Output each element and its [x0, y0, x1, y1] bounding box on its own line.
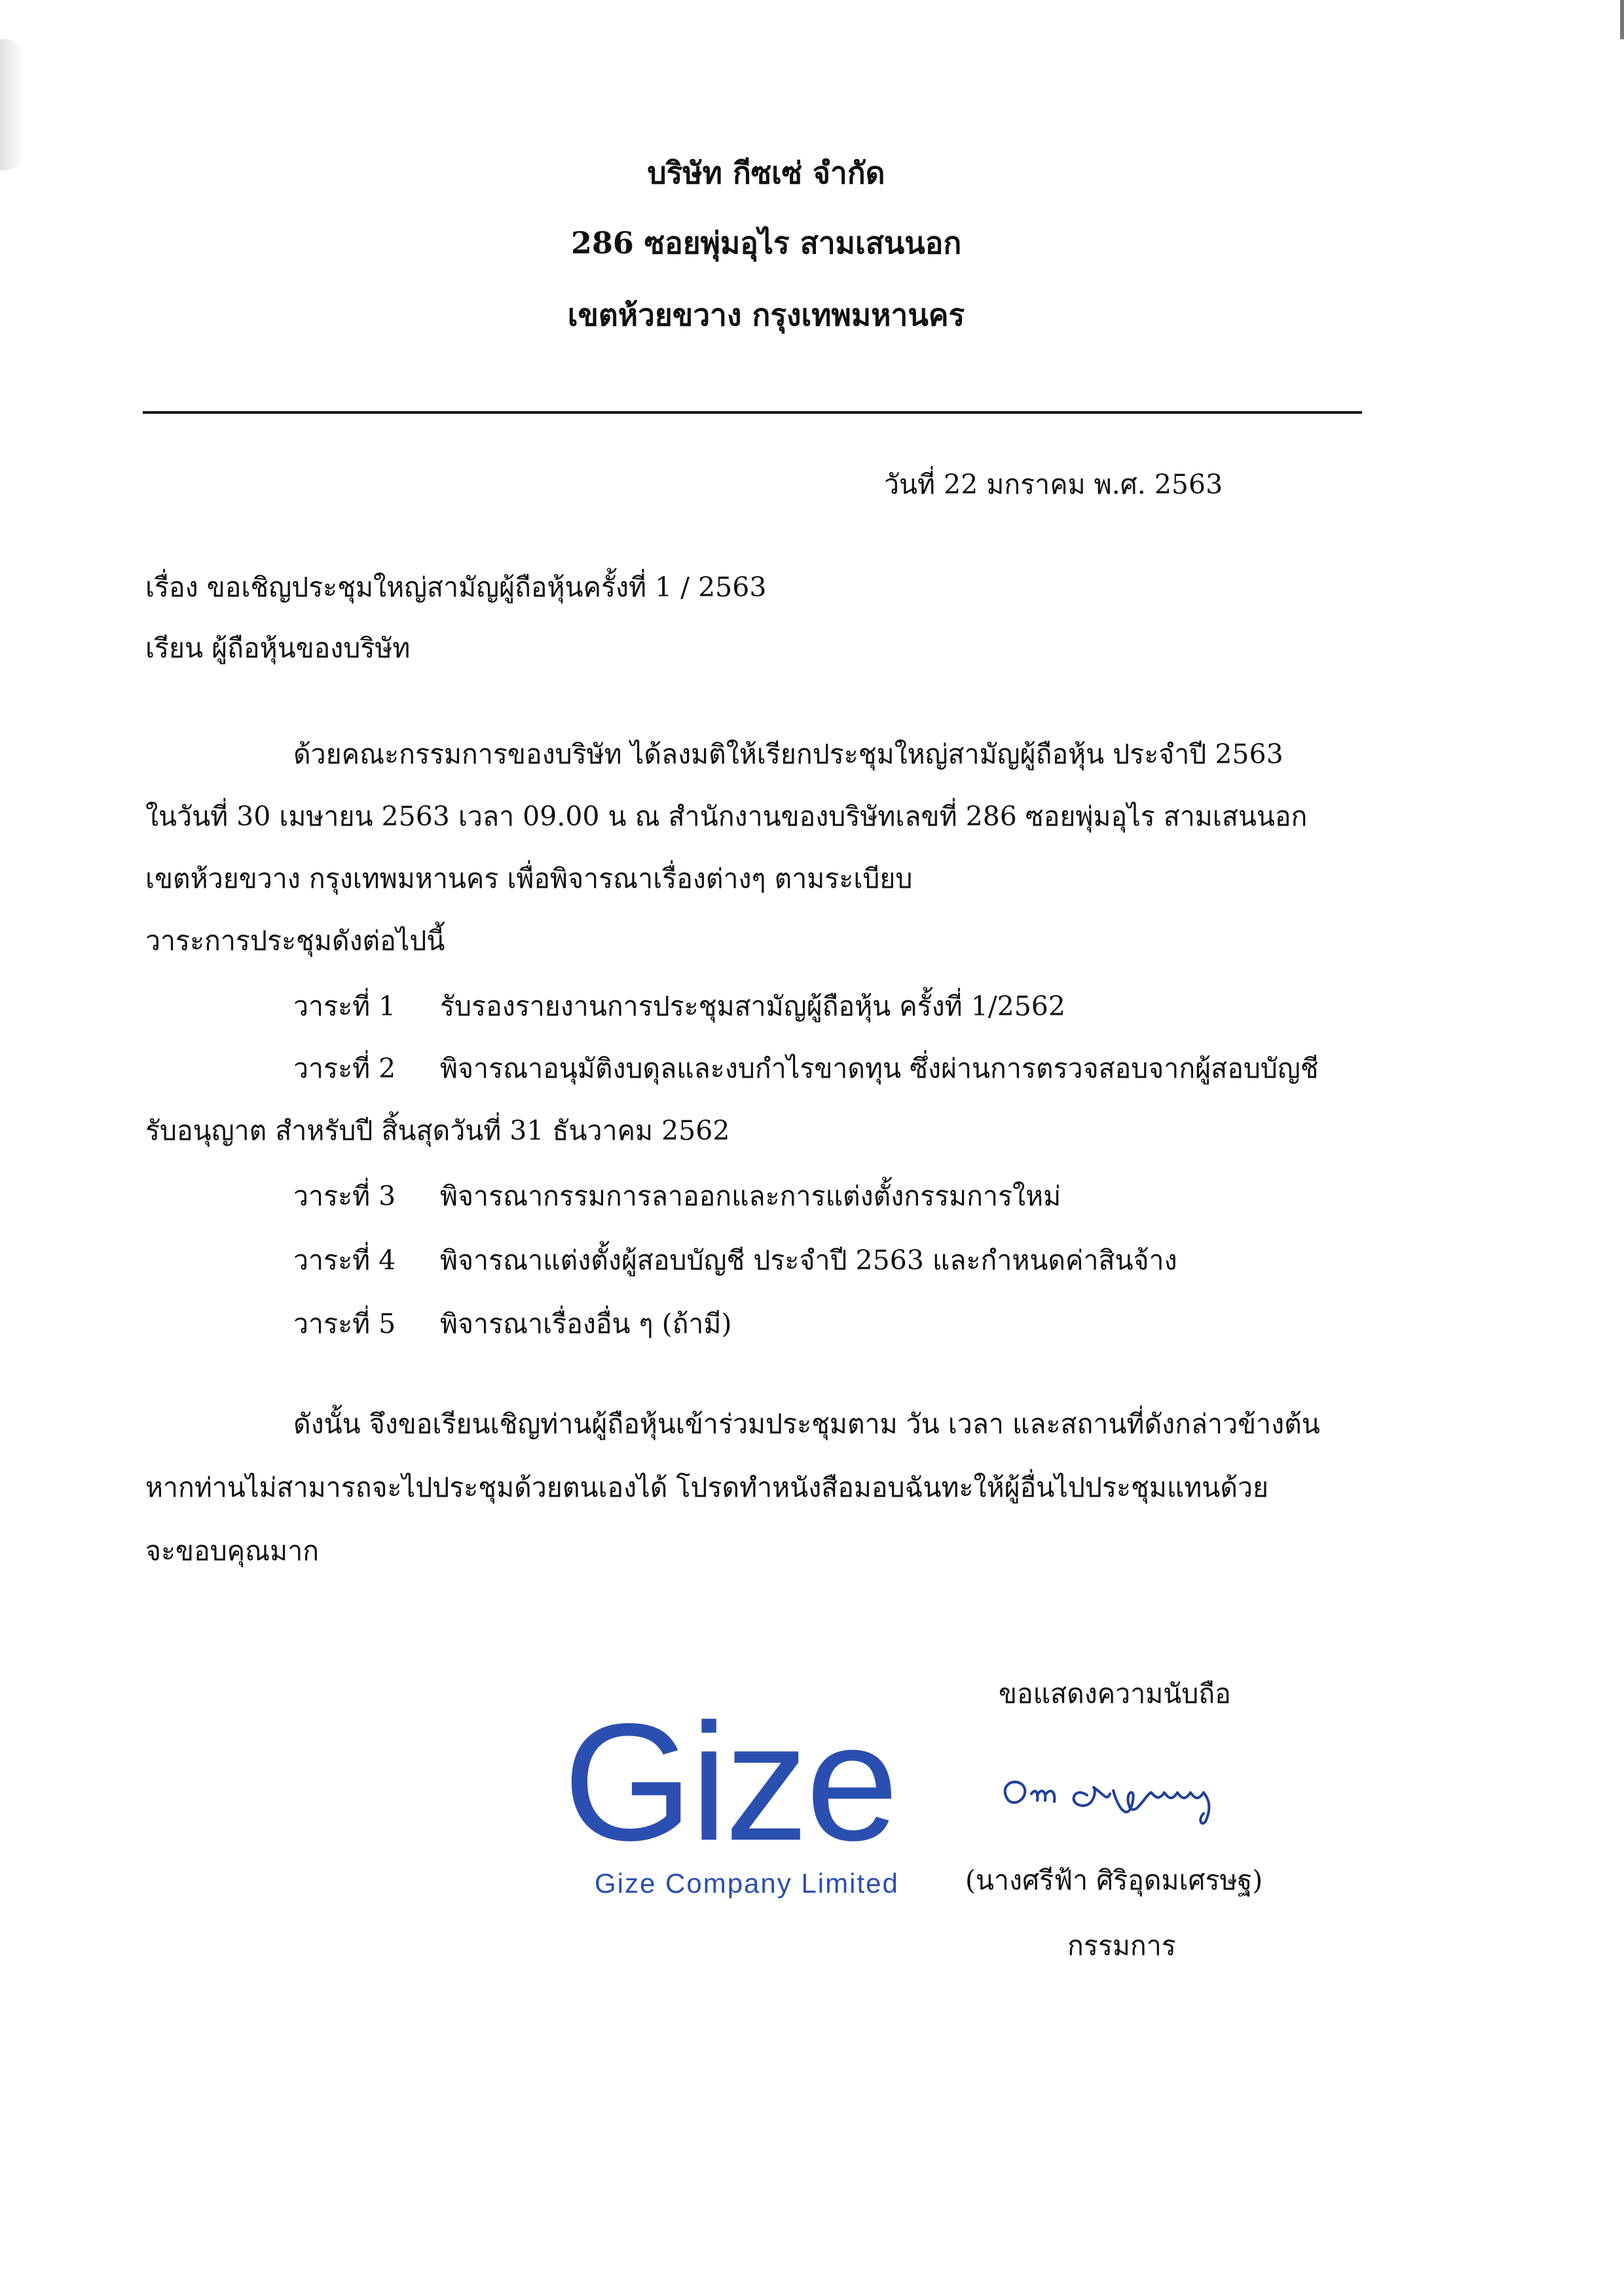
header-divider [143, 411, 1362, 414]
intro-line-4: วาระการประชุมดังต่อไปนี้ [145, 925, 445, 957]
agenda-label-5: วาระที่ 5 [293, 1308, 396, 1339]
agenda-text-5: พิจารณาเรื่องอื่น ๆ (ถ้ามี) [440, 1308, 732, 1339]
closing-line-3: จะขอบคุณมาก [145, 1535, 320, 1567]
company-logo-subtext: Gize Company Limited [595, 1868, 899, 1899]
agenda-text-1: รับรองรายงานการประชุมสามัญผู้ถือหุ้น ครั้งที่ 1/2562 [440, 991, 1065, 1022]
agenda-text-4: พิจารณาแต่งตั้งผู้สอบบัญชี ประจำปี 2563 และกำหนดค่าสินจ้าง [440, 1245, 1177, 1276]
intro-line-2: ในวันที่ 30 เมษายน 2563 เวลา 09.00 น ณ สำนักงานของบริษัทเลขที่ 286 ซอยพุ่มอุไร สามเสนนอก [145, 801, 1308, 832]
agenda-text-2-continued: รับอนุญาต สำหรับปี สิ้นสุดวันที่ 31 ธันวาคม 2562 [145, 1115, 730, 1146]
agenda-label-3: วาระที่ 3 [293, 1180, 396, 1212]
company-stamp [563, 1689, 956, 1908]
agenda-label-1: วาระที่ 1 [293, 991, 396, 1022]
closing-regards: ขอแสดงความนับถือ [999, 1678, 1231, 1709]
letter-recipient: เรียน ผู้ถือหุ้นของบริษัท [145, 632, 411, 664]
company-address-line1: 286 ซอยพุ่มอุไร สามเสนนอก [570, 225, 962, 261]
agenda-text-2: พิจารณาอนุมัติงบดุลและงบกำไรขาดทุน ซึ่งผ่านการตรวจสอบจากผู้สอบบัญชี [440, 1053, 1319, 1084]
agenda-label-4: วาระที่ 4 [293, 1245, 396, 1276]
closing-line-1: ดังนั้น จึงขอเรียนเชิญท่านผู้ถือหุ้นเข้าร่วมประชุมตาม วัน เวลา และสถานที่ดังกล่าวข้างต้น [293, 1408, 1320, 1440]
handwritten-signature [995, 1755, 1270, 1833]
agenda-label-2: วาระที่ 2 [293, 1053, 396, 1084]
agenda-text-3: พิจารณากรรมการลาออกและการแต่งตั้งกรรมการใหม่ [440, 1180, 1061, 1212]
scan-edge-mark [1620, 0, 1624, 39]
company-name: บริษัท กีซเซ่ จำกัด [647, 155, 885, 191]
letter-date: วันที่ 22 มกราคม พ.ศ. 2563 [884, 469, 1223, 500]
signatory-title: กรรมการ [1067, 1930, 1176, 1961]
letter-subject: เรื่อง ขอเชิญประชุมใหญ่สามัญผู้ถือหุ้นครั้งที่ 1 / 2563 [145, 572, 767, 603]
company-logo-wordmark: Gize [563, 1689, 896, 1876]
intro-line-3: เขตห้วยขวาง กรุงเทพมหานคร เพื่อพิจารณาเรื่องต่างๆ ตามระเบียบ [145, 863, 913, 894]
company-address-line2: เขตห้วยขวาง กรุงเทพมหานคร [567, 297, 965, 333]
intro-line-1: ด้วยคณะกรรมการของบริษัท ได้ลงมติให้เรียกประชุมใหญ่สามัญผู้ถือหุ้น ประจำปี 2563 [293, 738, 1283, 770]
signatory-name: (นางศรีฟ้า ศิริอุดมเศรษฐ) [965, 1865, 1263, 1896]
closing-line-2: หากท่านไม่สามารถจะไปประชุมด้วยตนเองได้ โปรดทำหนังสือมอบฉันทะให้ผู้อื่นไปประชุมแทนด้วย [145, 1472, 1268, 1503]
